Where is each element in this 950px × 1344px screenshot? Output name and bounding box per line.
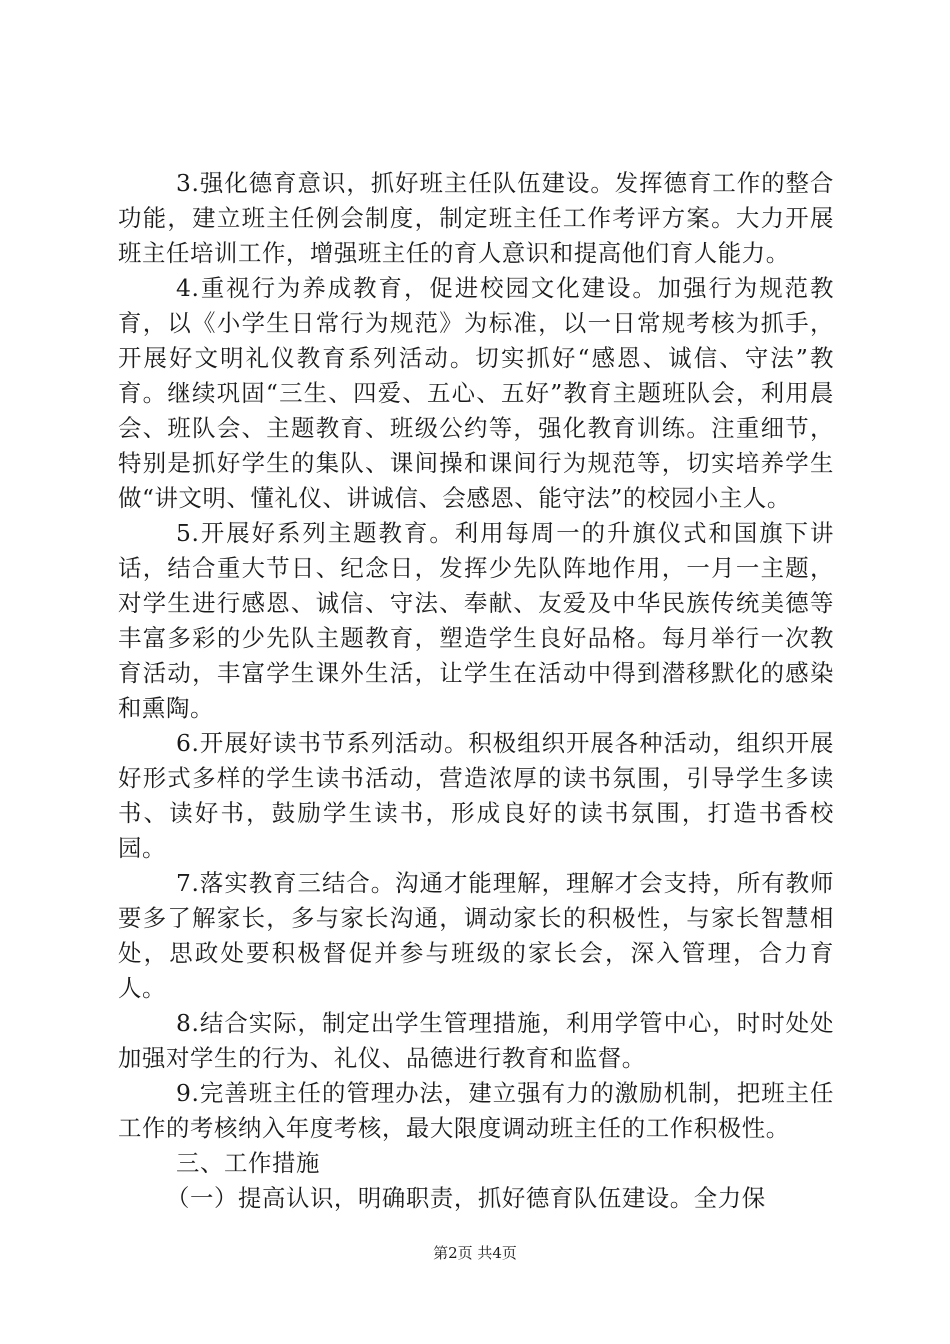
paragraph-item-8: 8.结合实际，制定出学生管理措施，利用学管中心，时时处处加强对学生的行为、礼仪、品德进行教育和监督。 bbox=[118, 1009, 834, 1072]
document-body bbox=[118, 166, 834, 1216]
paragraph-item-5: 5.开展好系列主题教育。利用每周一的升旗仪式和国旗下讲话，结合重大节日、纪念日，发挥少先队阵地作用，一月一主题，对学生进行感恩、诚信、守法、奉献、友爱及中华民族传统美德等丰富多彩的少先队主题教育，塑造学生良好品格。每月举行一次教育活动，丰富学生课外生活，让学生在活动中得到潜移默化的感染和熏陶。 bbox=[118, 519, 834, 722]
paragraph-item-7: 7.落实教育三结合。沟通才能理解，理解才会支持，所有教师要多了解家长，多与家长沟通，调动家长的积极性，与家长智慧相处，思政处要积极督促并参与班级的家长会，深入管理，合力育人。 bbox=[118, 869, 834, 1002]
page-number-footer: 第2页 共4页 bbox=[433, 1244, 517, 1262]
paragraph-item-4: 4.重视行为养成教育，促进校园文化建设。加强行为规范教育，以《小学生日常行为规范》为标准，以一日常规考核为抓手，开展好文明礼仪教育系列活动。切实抓好“感恩、诚信、守法”教育。继续巩固“三生、四爱、五心、五好”教育主题班队会，利用晨会、班队会、主题教育、班级公约等，强化教育训练。注重细节，特别是抓好学生的集队、课间操和课间行为规范等，切实培养学生做“讲文明、懂礼仪、讲诚信、会感恩、能守法”的校园小主人。 bbox=[118, 274, 834, 512]
paragraph-item-6: 6.开展好读书节系列活动。积极组织开展各种活动，组织开展好形式多样的学生读书活动，营造浓厚的读书氛围，引导学生多读书、读好书，鼓励学生读书，形成良好的读书氛围，打造书香校园。 bbox=[118, 729, 834, 862]
paragraph-item-3: 3.强化德育意识，抓好班主任队伍建设。发挥德育工作的整合功能，建立班主任例会制度，制定班主任工作考评方案。大力开展班主任培训工作，增强班主任的育人意识和提高他们育人能力。 bbox=[118, 169, 834, 267]
paragraph-item-9: 9.完善班主任的管理办法，建立强有力的激励机制，把班主任工作的考核纳入年度考核，最大限度调动班主任的工作积极性。 bbox=[118, 1079, 834, 1142]
subsection-heading-1: （一）提高认识，明确职责，抓好德育队伍建设。全力保 bbox=[166, 1184, 766, 1212]
section-heading-measures: 三、工作措施 bbox=[176, 1149, 320, 1177]
